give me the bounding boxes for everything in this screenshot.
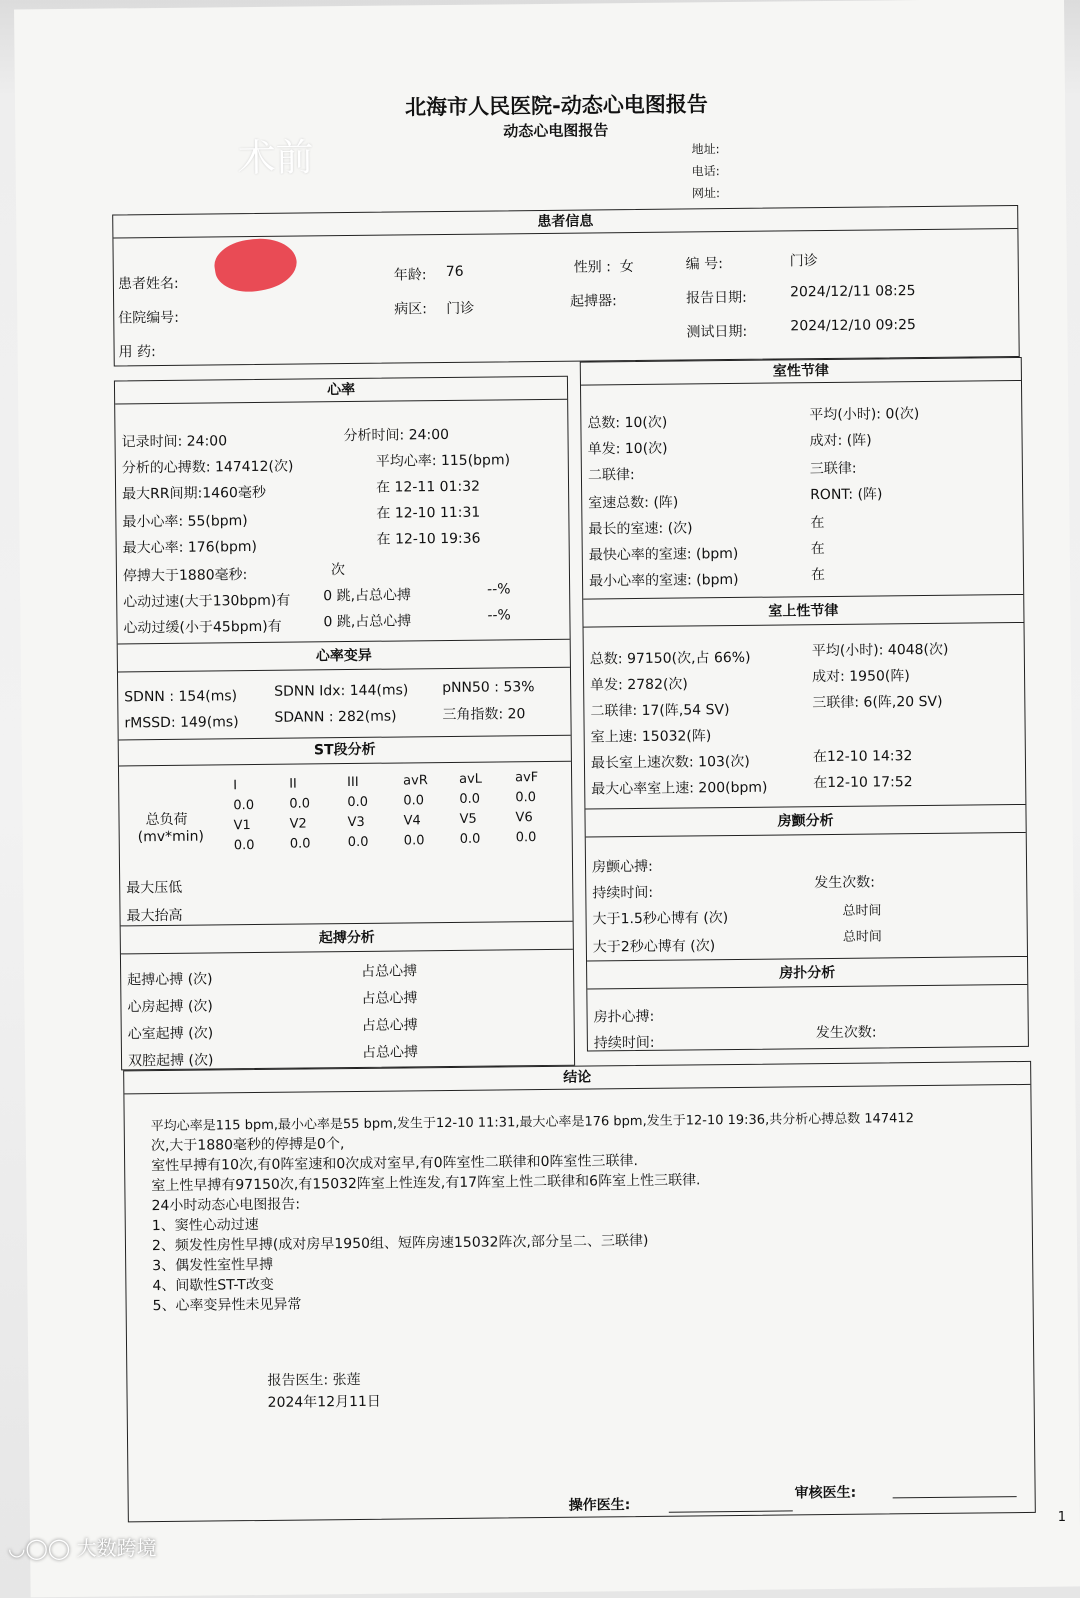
- st-lead-label: V6: [515, 810, 533, 826]
- reviewer-signature-line: [893, 1496, 1017, 1498]
- aflutter-episodes: 发生次数:: [815, 1024, 877, 1042]
- ventricular-header: 室性节律: [581, 358, 1021, 386]
- vent-avg-hourly: 平均(小时): 0(次): [809, 406, 920, 424]
- st-lead-label: V3: [347, 814, 365, 831]
- min-heart-rate-time: 在 12-10 11:31: [376, 504, 481, 522]
- fastest-vt-at: 在: [810, 541, 825, 558]
- st-lead-value: 0.0: [233, 798, 255, 814]
- afib-header: 房颤分析: [777, 812, 834, 830]
- preop-overlay-label: 术前: [237, 135, 314, 181]
- vent-single: 单发: 10(次): [587, 440, 668, 458]
- svpc-avg-hourly: 平均(小时): 4048(次): [811, 641, 949, 660]
- ront: RONT: (阵): [810, 486, 883, 504]
- longest-svt-at: 在12-10 14:32: [812, 748, 913, 766]
- patient-name-label: 患者姓名:: [117, 275, 179, 293]
- vent-bigeminy: 二联律:: [587, 467, 635, 484]
- st-lead-label: V5: [459, 811, 477, 827]
- max-elevation: 最大抬高: [126, 907, 183, 925]
- record-time: 记录时间: 24:00: [121, 433, 228, 451]
- average-heart-rate: 平均心率: 115(bpm): [375, 452, 511, 470]
- fastest-vt: 最快心率的室速: (bpm): [588, 545, 739, 564]
- inpatient-id-label: 住院编号:: [118, 309, 180, 327]
- watermark-text: 大数跨境: [76, 1536, 157, 1560]
- pause-over-2s: 大于2秒心博有 (次): [592, 938, 716, 956]
- fastest-svt: 最大心率室上速: 200(bpm): [591, 779, 768, 798]
- max-rr-time: 在 12-11 01:32: [375, 478, 481, 496]
- st-lead-label: avF: [515, 770, 539, 786]
- right-column: [580, 357, 1029, 1052]
- report-date-label: 报告日期:: [686, 289, 747, 307]
- pacing-header: 起搏分析: [318, 929, 375, 947]
- operator-doctor-label: 操作医生:: [568, 1497, 631, 1514]
- pnn50: pNN50 : 53%: [442, 679, 535, 697]
- page-number: 1: [1057, 1510, 1066, 1525]
- pause-label: 停搏大于1880毫秒:: [122, 567, 248, 585]
- pacing-row-label: 心房起搏 (次): [127, 998, 213, 1016]
- id-value: 门诊: [789, 253, 818, 270]
- svt-count: 室上速: 15032(阵): [590, 728, 712, 746]
- bradycardia-value: 0 跳,占总心搏: [323, 613, 412, 631]
- pause-over-2s-total: 总时间: [842, 929, 882, 945]
- ward-label: 病区:: [394, 301, 427, 318]
- medication-label: 用 药:: [118, 344, 156, 361]
- sex-value: 女: [619, 259, 634, 276]
- report-doctor: 报告医生: 张莲: [267, 1371, 361, 1389]
- svpc-pairs: 成对: 1950(阵): [811, 668, 910, 686]
- conclusion-line: 室性早搏有10次,有0阵室速和0次成对室早,有0阵室性二联律和0阵室性三联律.: [151, 1153, 639, 1175]
- st-lead-value: 0.0: [347, 794, 369, 811]
- sdann: SDANN : 282(ms): [274, 708, 397, 726]
- max-heart-rate: 最大心率: 176(bpm): [122, 538, 257, 557]
- rmssd: rMSSD: 149(ms): [124, 714, 239, 732]
- reviewer-doctor-label: 审核医生:: [794, 1484, 857, 1502]
- st-lead-value: 0.0: [289, 836, 311, 852]
- st-lead-label: V1: [233, 818, 251, 834]
- patient-info-header: 患者信息: [113, 206, 1017, 238]
- ward-value: 门诊: [446, 300, 475, 317]
- report-sheet: [14, 0, 1080, 1597]
- longest-vt-at: 在: [810, 515, 825, 532]
- max-rr-interval: 最大RR间期:1460毫秒: [122, 484, 267, 503]
- report-date-value: 2024/12/11 08:25: [789, 283, 916, 301]
- st-lead-value: 0.0: [459, 831, 481, 847]
- pacing-row-label: 心室起搏 (次): [127, 1025, 214, 1043]
- st-lead-value: 0.0: [347, 834, 369, 851]
- st-lead-value: 0.0: [403, 833, 425, 849]
- sdnn: SDNN : 154(ms): [124, 688, 238, 706]
- aflutter-beats: 房扑心搏:: [593, 1008, 655, 1026]
- st-load-label: 总负荷: [145, 811, 188, 829]
- aflutter-duration: 持续时间:: [593, 1034, 655, 1052]
- conclusion-line: 2、频发性房性早搏(成对房早1950组、短阵房速15032阵次,部分呈二、三联律): [151, 1232, 649, 1255]
- slowest-vt: 最小心率的室速: (bpm): [588, 571, 739, 590]
- svpc-bigeminy: 二联律: 17(阵,54 SV): [590, 702, 730, 720]
- hrv-header: 心率变异: [315, 647, 372, 665]
- analysis-time: 分析时间: 24:00: [343, 426, 450, 445]
- pause-over-1-5s: 大于1.5秒心博有 (次): [592, 910, 729, 928]
- analyzed-beats: 分析的心搏数: 147412(次): [121, 458, 294, 477]
- pacing-row-share: 占总心搏: [361, 1044, 419, 1061]
- st-lead-label: I: [233, 778, 238, 794]
- longest-vt: 最长的室速: (次): [588, 520, 693, 538]
- supraventricular-header: 室上性节律: [768, 602, 839, 620]
- vent-total: 总数: 10(次): [587, 414, 668, 432]
- afib-beats: 房颤心搏:: [591, 858, 653, 876]
- min-heart-rate: 最小心率: 55(bpm): [122, 513, 248, 531]
- watermark: [8, 1532, 157, 1561]
- pacing-row-share: 占总心搏: [361, 963, 418, 980]
- website-label: 网址:: [691, 186, 721, 201]
- st-lead-value: 0.0: [515, 830, 537, 846]
- st-lead-value: 0.0: [233, 838, 255, 854]
- age-value: 76: [445, 263, 464, 280]
- bradycardia-percent: --%: [487, 607, 511, 624]
- st-header: ST段分析: [313, 741, 376, 759]
- st-lead-label: V4: [403, 813, 421, 829]
- conclusion-line: 次,大于1880毫秒的停搏是0个,: [150, 1136, 345, 1155]
- st-lead-label: II: [289, 776, 297, 792]
- aflutter-header: 房扑分析: [779, 964, 836, 982]
- tachycardia-label: 心动过速(大于130bpm)有: [123, 592, 291, 611]
- vent-trigeminy: 三联律:: [809, 460, 857, 478]
- conclusion-line: 室上性早搏有97150次,有15032阵室上性连发,有17阵室上性二联律和6阵室上性三联律.: [151, 1172, 701, 1195]
- longest-svt: 最长室上速次数: 103(次): [590, 753, 750, 772]
- fastest-svt-at: 在12-10 17:52: [813, 774, 913, 792]
- triangular-index: 三角指数: 20: [442, 706, 526, 724]
- st-lead-label: avR: [403, 773, 428, 789]
- max-depression: 最大压低: [126, 879, 183, 897]
- pacing-row-share: 占总心搏: [361, 1017, 418, 1034]
- test-date-label: 测试日期:: [686, 323, 748, 341]
- heart-rate-header: 心率: [115, 377, 567, 405]
- watermark-logo-icon: ◡◯◯: [8, 1536, 77, 1560]
- afib-episodes: 发生次数:: [814, 874, 876, 892]
- conclusion-line: 4、间歇性ST-T改变: [152, 1276, 274, 1295]
- st-load-unit: (mv*min): [137, 828, 205, 846]
- pacing-row-label: 双腔起搏 (次): [127, 1052, 214, 1070]
- slowest-vt-at: 在: [810, 567, 826, 584]
- age-label: 年龄:: [393, 267, 427, 284]
- pacing-row-label: 起搏心搏 (次): [127, 971, 213, 989]
- report-title: 北海市人民医院-动态心电图报告: [404, 92, 708, 120]
- id-label: 编 号:: [685, 256, 723, 273]
- conclusion-line: 5、心率变异性未见异常: [152, 1296, 302, 1315]
- conclusion-line: 平均心率是115 bpm,最小心率是55 bpm,发生于12-10 11:31,最大心率是176 bpm,发生于12-10 19:36,共分析心搏总数 147412: [150, 1111, 915, 1135]
- operator-signature-line: [669, 1510, 793, 1512]
- st-lead-value: 0.0: [403, 793, 425, 809]
- st-lead-value: 0.0: [515, 790, 537, 806]
- report-subtitle: 动态心电图报告: [503, 121, 609, 141]
- sdnn-index: SDNN Idx: 144(ms): [274, 682, 409, 700]
- pause-over-1-5s-total: 总时间: [842, 903, 882, 919]
- tachycardia-value: 0 跳,占总心搏: [323, 587, 412, 605]
- svpc-single: 单发: 2782(次): [590, 676, 688, 694]
- pause-unit: 次: [330, 562, 346, 579]
- sex-label: 性别 :: [573, 259, 612, 276]
- st-lead-value: 0.0: [459, 791, 481, 807]
- vt-total: 室速总数: (阵): [588, 494, 679, 512]
- bradycardia-label: 心动过缓(小于45bpm)有: [123, 618, 282, 637]
- vent-pairs: 成对: (阵): [809, 432, 872, 450]
- left-column: [114, 376, 575, 1071]
- max-heart-rate-time: 在 12-10 19:36: [376, 530, 481, 548]
- conclusion-header: 结论: [124, 1062, 1030, 1094]
- pacemaker-label: 起搏器:: [570, 293, 617, 310]
- phone-label: 电话:: [691, 164, 720, 179]
- conclusion-line: 24小时动态心电图报告:: [151, 1196, 301, 1215]
- conclusion-line: 3、偶发性室性早搏: [152, 1256, 274, 1275]
- st-lead-value: 0.0: [289, 796, 311, 812]
- address-label: 地址:: [691, 142, 720, 157]
- conclusion-line: 1、窦性心动过速: [151, 1217, 259, 1235]
- conclusion-section: [123, 1061, 1036, 1522]
- svpc-total: 总数: 97150(次,占 66%): [589, 649, 751, 668]
- st-lead-label: III: [347, 774, 359, 791]
- tachycardia-percent: --%: [487, 581, 511, 598]
- afib-duration: 持续时间:: [592, 884, 654, 902]
- report-signed-date: 2024年12月11日: [267, 1393, 381, 1411]
- test-date-value: 2024/12/10 09:25: [790, 317, 916, 335]
- st-lead-label: V2: [289, 816, 307, 832]
- pacing-row-share: 占总心搏: [361, 990, 418, 1007]
- st-lead-label: avL: [459, 771, 483, 787]
- svpc-trigeminy: 三联律: 6(阵,20 SV): [812, 693, 943, 712]
